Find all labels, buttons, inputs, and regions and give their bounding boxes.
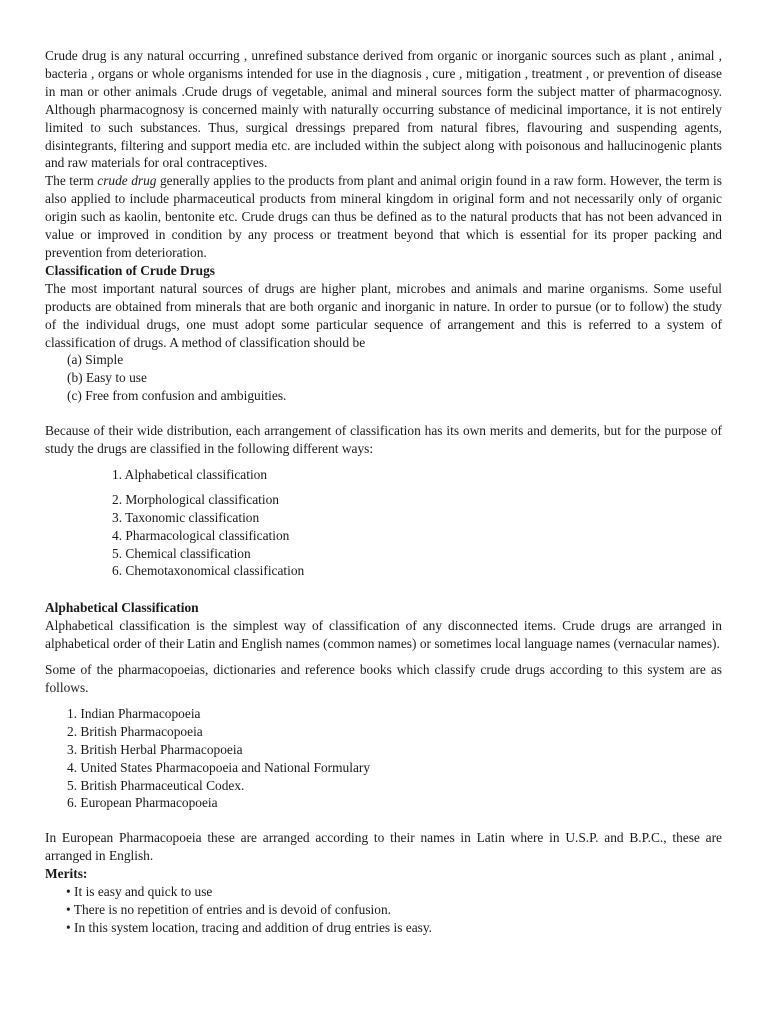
intro-p2-rest: generally applies to the products from plant and animal origin found in a raw form. However, the term is also applied to include pharmaceutical products from mineral kingdom in original form and not necessarily only of organic origin such as kaolin, bentonite etc. Crude drugs can thus be defined as to the natural products that has not been advanced in value or improved in condition by any process or treatment beyond that which is essential for its proper packing and prevention from deterioration. — [45, 173, 722, 260]
merits-heading: Merits: — [45, 866, 88, 882]
classification-paragraph-1: The most important natural sources of drugs are higher plant, microbes and animals and marine organisms. Some useful products are obtained from minerals that are both organic and inorganic in nature. In order to pursue (or to follow) the study of the individual drugs, one must adopt some particular sequence of arrangement and this is referred to a system of classification of drugs. A method of classification should be — [45, 280, 722, 350]
document-page — [45, 47, 722, 937]
way-item: 6. Chemotaxonomical classification — [112, 563, 305, 579]
intro-paragraph-2 — [45, 172, 722, 262]
merits-list — [45, 883, 722, 937]
classification-ways-list-continued — [45, 491, 722, 581]
merit-item: • There is no repetition of entries and is devoid of confusion. — [66, 901, 391, 917]
crude-drug-term: crude drug — [97, 173, 157, 189]
book-item: 1. Indian Pharmacopoeia — [67, 705, 201, 721]
reference-books-list — [45, 705, 722, 812]
criteria-item: (b) Easy to use — [67, 370, 147, 386]
criteria-list — [45, 351, 722, 405]
book-item: 6. European Pharmacopoeia — [67, 795, 218, 811]
way-item: 2. Morphological classification — [112, 491, 279, 507]
merit-item: • It is easy and quick to use — [66, 884, 213, 900]
alphabetical-paragraph-1: Alphabetical classification is the simplest way of classification of any disconnected items. Crude drugs are arranged in alphabetical order of their Latin and English names (common names) or sometimes local language names (vernacular names). — [45, 618, 722, 652]
way-item: 4. Pharmacological classification — [112, 527, 290, 543]
book-item: 3. British Herbal Pharmacopoeia — [67, 741, 243, 757]
way-item: 5. Chemical classification — [112, 545, 251, 561]
intro-paragraph-1: Crude drug is any natural occurring , unrefined substance derived from organic or inorganic sources such as plant , animal , bacteria , organs or whole organisms intended for use in the diagnosis , cure , mitigation , treatment , or prevention of disease in man or other animals .Crude drugs of vegetable, animal and mineral sources form the subject matter of pharmacognosy. Although pharmacognosy is concerned mainly with naturally occurring substance of medicinal importance, it is not entirely limited to such substances. Thus, surgical dressings prepared from natural fibres, flavouring and suspending agents, disintegrants, filtering and support media etc. are included within the subject along with poisonous and hallucinogenic plants and raw materials for oral contraceptives. — [45, 48, 722, 171]
classification-ways-list — [45, 466, 722, 484]
alphabetical-heading: Alphabetical Classification — [45, 600, 199, 616]
way-item: 1. Alphabetical classification — [112, 466, 268, 482]
alphabetical-paragraph-2: Some of the pharmacopoeias, dictionaries and reference books which classify crude drugs according to this system are as follows. — [45, 662, 722, 695]
intro-p2-start: The term — [45, 173, 98, 189]
classification-heading: Classification of Crude Drugs — [45, 262, 215, 278]
alphabetical-paragraph-3: In European Pharmacopoeia these are arranged according to their names in Latin where in U.S.P. and B.P.C., these are arranged in English. — [45, 830, 722, 864]
book-item: 4. United States Pharmacopoeia and National Formulary — [67, 759, 371, 775]
book-item: 2. British Pharmacopoeia — [67, 723, 203, 739]
way-item: 3. Taxonomic classification — [112, 509, 260, 525]
classification-paragraph-2: Because of their wide distribution, each arrangement of classification has its own merits and demerits, but for the purpose of study the drugs are classified in the following different ways: — [45, 423, 722, 457]
merit-item: • In this system location, tracing and addition of drug entries is easy. — [66, 919, 433, 935]
criteria-item: (a) Simple — [67, 352, 124, 368]
criteria-item: (c) Free from confusion and ambiguities. — [67, 388, 287, 404]
book-item: 5. British Pharmaceutical Codex. — [67, 777, 245, 793]
